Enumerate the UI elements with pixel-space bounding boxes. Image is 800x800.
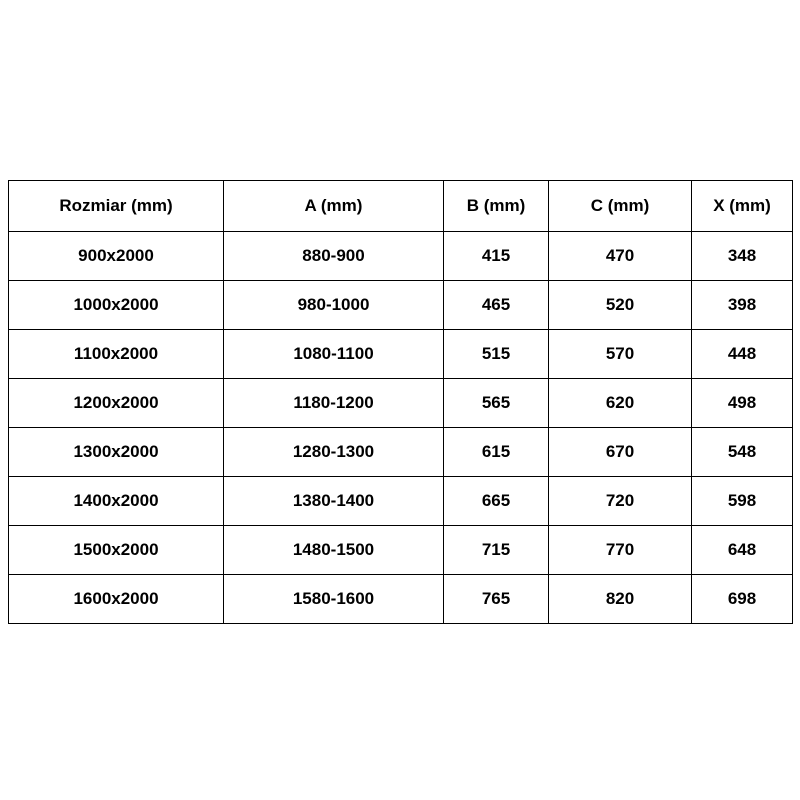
cell-size: 1300x2000: [9, 428, 224, 477]
cell-a: 980-1000: [224, 281, 444, 330]
cell-b: 465: [444, 281, 549, 330]
column-header-x: X (mm): [692, 181, 793, 232]
table-row: [9, 232, 793, 281]
cell-b: 515: [444, 330, 549, 379]
cell-size: 1600x2000: [9, 575, 224, 624]
cell-size: 1200x2000: [9, 379, 224, 428]
cell-c: 570: [549, 330, 692, 379]
cell-c: 720: [549, 477, 692, 526]
column-header-rozmiar: Rozmiar (mm): [9, 181, 224, 232]
cell-size: 900x2000: [9, 232, 224, 281]
cell-x: 348: [692, 232, 793, 281]
spec-table-container: [8, 180, 792, 624]
cell-x: 598: [692, 477, 793, 526]
cell-c: 520: [549, 281, 692, 330]
table-row: [9, 477, 793, 526]
cell-a: 1580-1600: [224, 575, 444, 624]
cell-x: 498: [692, 379, 793, 428]
cell-size: 1500x2000: [9, 526, 224, 575]
table-header-row: [9, 181, 793, 232]
cell-x: 448: [692, 330, 793, 379]
cell-b: 615: [444, 428, 549, 477]
cell-b: 415: [444, 232, 549, 281]
table-header: [9, 181, 793, 232]
table-row: [9, 330, 793, 379]
cell-a: 880-900: [224, 232, 444, 281]
cell-x: 548: [692, 428, 793, 477]
table-row: [9, 379, 793, 428]
cell-b: 665: [444, 477, 549, 526]
cell-c: 820: [549, 575, 692, 624]
spec-table: [8, 180, 793, 624]
cell-size: 1000x2000: [9, 281, 224, 330]
cell-c: 670: [549, 428, 692, 477]
cell-c: 470: [549, 232, 692, 281]
table-row: [9, 526, 793, 575]
cell-x: 698: [692, 575, 793, 624]
cell-size: 1100x2000: [9, 330, 224, 379]
table-body: [9, 232, 793, 624]
column-header-b: B (mm): [444, 181, 549, 232]
cell-a: 1380-1400: [224, 477, 444, 526]
column-header-a: A (mm): [224, 181, 444, 232]
cell-b: 765: [444, 575, 549, 624]
table-row: [9, 575, 793, 624]
table-row: [9, 428, 793, 477]
cell-c: 770: [549, 526, 692, 575]
column-header-c: C (mm): [549, 181, 692, 232]
cell-a: 1280-1300: [224, 428, 444, 477]
cell-b: 565: [444, 379, 549, 428]
table-row: [9, 281, 793, 330]
cell-b: 715: [444, 526, 549, 575]
cell-a: 1180-1200: [224, 379, 444, 428]
cell-size: 1400x2000: [9, 477, 224, 526]
cell-x: 648: [692, 526, 793, 575]
cell-a: 1480-1500: [224, 526, 444, 575]
cell-x: 398: [692, 281, 793, 330]
cell-a: 1080-1100: [224, 330, 444, 379]
cell-c: 620: [549, 379, 692, 428]
